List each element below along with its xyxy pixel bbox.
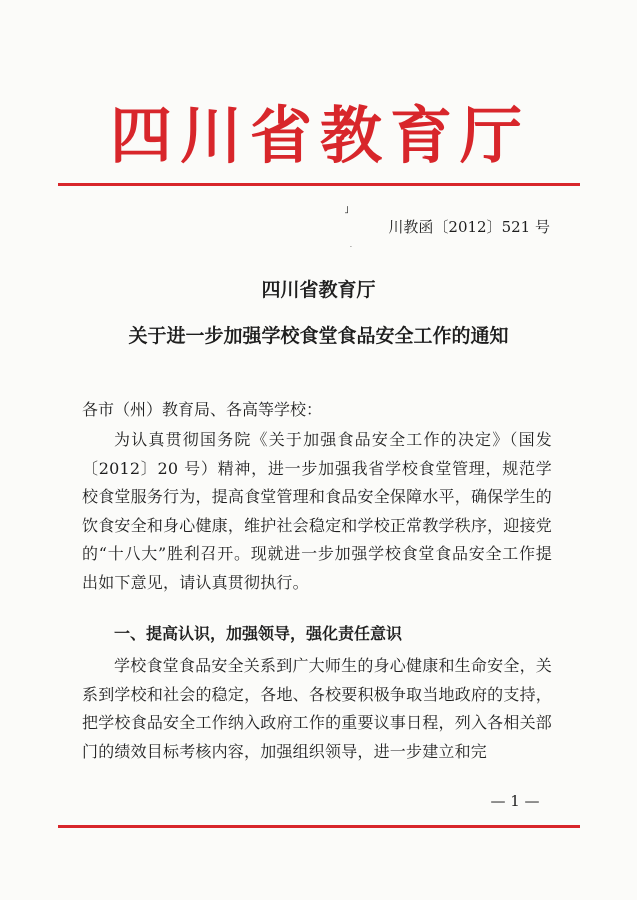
document-title-subject: 关于进一步加强学校食堂食品安全工作的通知 [128,325,509,347]
addressee-line: 各市（州）教育局、各高等学校： [82,400,323,419]
scan-speck: · [350,244,352,251]
body-paragraph-intro: 为认真贯彻国务院《关于加强食品安全工作的决定》（国发〔2012〕20 号）精神，进一步加强我省学校食堂管理，规范学校食堂服务行为，提高食堂管理和食品安全保障水平，确保学生的饮食安全和身心健康，维护社会稳定和学校正常教学秩序，迎接党的“十八大”胜利召开。现就进一步加强学校食堂食品安全工作提出如下意见，请认真贯彻执行。 [82,430,552,592]
page-number: — 1 — [490,792,540,810]
body-paragraph-section1: 学校食堂食品安全关系到广大师生的身心健康和生命安全，关系到学校和社会的稳定，各地、各校要积极争取当地政府的支持，把学校食品安全工作纳入政府工作的重要议事日程，列入各相关部门的绩效目标考核内容，加强组织领导，进一步建立和完 [82,656,552,761]
scan-speck: ˩ [344,205,349,216]
section-heading-1: 一、提高认识，加强领导，强化责任意识 [114,624,403,643]
masthead-org-name: 四川省教育厅 [109,99,530,172]
document-title-issuer: 四川省教育厅 [261,279,376,301]
masthead-red-rule [58,183,580,186]
footer-red-rule [58,825,580,828]
document-number: 川教函〔2012〕521 号 [388,218,550,236]
